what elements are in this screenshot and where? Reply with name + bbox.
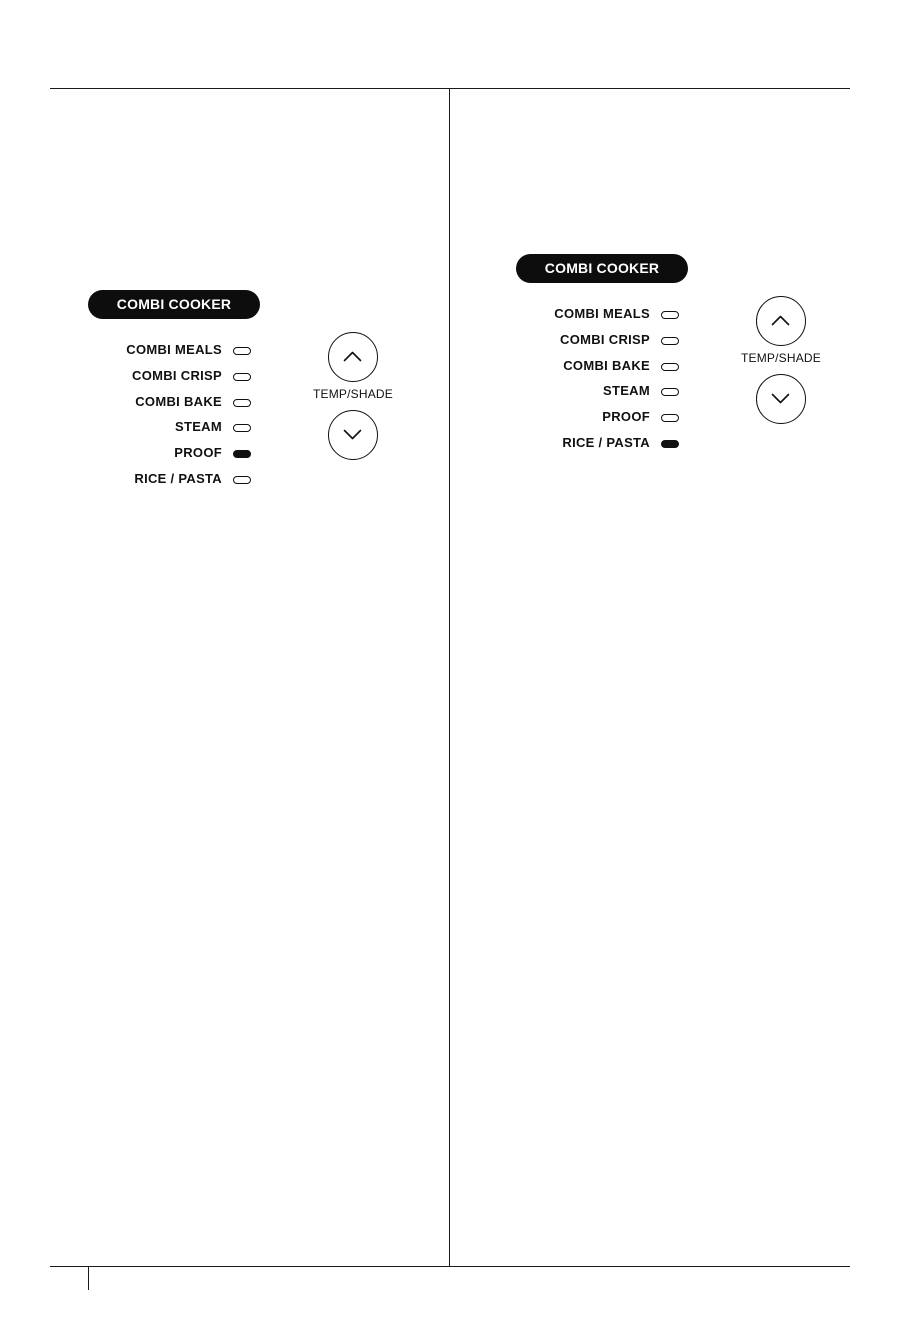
temp-down-button[interactable] <box>328 410 378 460</box>
header-rule <box>50 88 850 89</box>
mode-combi-meals[interactable] <box>514 303 686 329</box>
panel-title: COMBI COOKER <box>516 254 688 283</box>
temp-up-button[interactable] <box>328 332 378 382</box>
temp-shade-control <box>302 332 408 464</box>
mode-rice-pasta[interactable] <box>86 468 258 494</box>
mode-list <box>86 339 258 494</box>
control-panel-left <box>86 288 406 498</box>
mode-label: COMBI MEALS <box>554 306 650 321</box>
mode-label: COMBI BAKE <box>135 393 222 409</box>
mode-label: STEAM <box>175 419 222 435</box>
panel-title: COMBI COOKER <box>88 290 260 319</box>
mode-indicator-light <box>661 414 679 422</box>
chevron-up-icon <box>329 333 376 380</box>
mode-combi-bake[interactable] <box>86 391 258 417</box>
temp-up-button[interactable] <box>756 296 806 346</box>
mode-label: COMBI MEALS <box>126 342 222 357</box>
footer-rule <box>50 1266 850 1267</box>
mode-indicator-light <box>661 337 679 345</box>
mode-indicator-light <box>233 373 251 381</box>
chevron-down-icon <box>329 411 376 458</box>
mode-indicator-light <box>233 347 251 355</box>
mode-combi-meals[interactable] <box>86 339 258 365</box>
temp-shade-control <box>730 296 836 428</box>
mode-label: RICE / PASTA <box>562 434 650 450</box>
mode-steam[interactable] <box>514 380 686 406</box>
control-panel-right <box>514 252 834 462</box>
mode-label: PROOF <box>174 445 222 461</box>
temp-shade-label: TEMP/SHADE <box>740 351 821 365</box>
mode-indicator-light <box>233 450 251 458</box>
mode-indicator-light <box>661 388 679 396</box>
mode-steam[interactable] <box>86 416 258 442</box>
mode-proof[interactable] <box>514 406 686 432</box>
mode-proof[interactable] <box>86 442 258 468</box>
mode-combi-crisp[interactable] <box>86 365 258 391</box>
mode-label: PROOF <box>602 409 650 425</box>
mode-label: STEAM <box>603 383 650 399</box>
mode-combi-crisp[interactable] <box>514 329 686 355</box>
mode-indicator-light <box>233 476 251 484</box>
mode-label: RICE / PASTA <box>134 470 222 486</box>
mode-rice-pasta[interactable] <box>514 432 686 458</box>
mode-combi-bake[interactable] <box>514 355 686 381</box>
mode-indicator-light <box>661 311 679 319</box>
mode-label: COMBI BAKE <box>563 357 650 373</box>
chevron-down-icon <box>757 375 804 422</box>
temp-down-button[interactable] <box>756 374 806 424</box>
chevron-up-icon <box>757 297 804 344</box>
mode-list <box>514 303 686 458</box>
column-divider <box>449 88 450 1266</box>
mode-indicator-light <box>661 440 679 448</box>
mode-label: COMBI CRISP <box>560 331 650 347</box>
mode-indicator-light <box>233 424 251 432</box>
page-number-tick <box>88 1266 89 1290</box>
mode-label: COMBI CRISP <box>132 367 222 383</box>
mode-indicator-light <box>661 363 679 371</box>
mode-indicator-light <box>233 399 251 407</box>
temp-shade-label: TEMP/SHADE <box>312 387 393 401</box>
